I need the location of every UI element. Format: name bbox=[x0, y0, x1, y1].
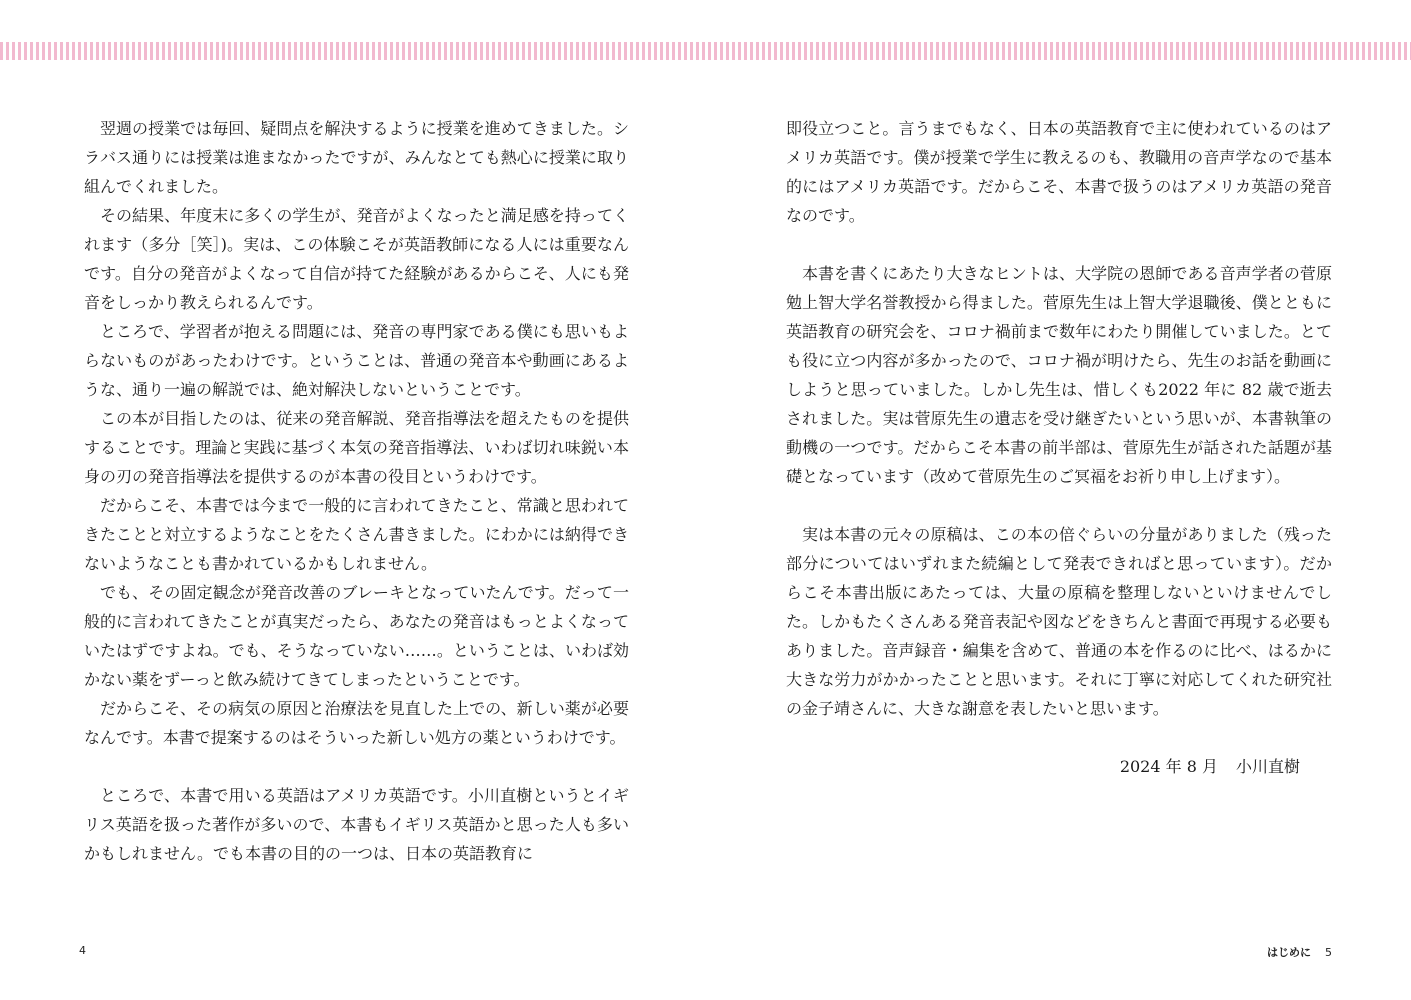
right-paragraph-1: 本書を書くにあたり大きなヒントは、大学院の恩師である音声学者の菅原勉上智大学名誉教授から得ました。菅原先生は上智大学退職後、僕とともに英語教育の研究会を、コロナ禍前まで数年にわたり開催していました。とても役に立つ内容が多かったので、コロナ禍が明けたら、先生のお話を動画にしようと思っていました。しかし先生は、惜しくも2022 年に 82 歳で逝去されました。実は菅原先生の遺志を受け継ぎたいという思いが、本書執筆の動機の一つです。だからこそ本書の前半部は、菅原先生が話された話題が基礎となっています（改めて菅原先生のご冥福をお祈り申し上げます）。 bbox=[786, 264, 1332, 486]
left-page-number: 4 bbox=[79, 944, 86, 957]
right-page-number: 5 bbox=[1325, 946, 1332, 959]
right-page-body bbox=[786, 114, 1332, 781]
decorative-top-stripe bbox=[0, 42, 1411, 60]
paragraph-gap bbox=[786, 491, 1332, 520]
paragraph-gap bbox=[786, 230, 1332, 259]
left-paragraph-8: ところで、本書で用いる英語はアメリカ英語です。小川直樹というとイギリス英語を扱った著作が多いので、本書もイギリス英語かと思った人も多いかもしれません。でも本書の目的の一つは、日本の英語教育に bbox=[84, 786, 629, 863]
left-paragraph-6: でも、その固定観念が発音改善のブレーキとなっていたんです。だって一般的に言われてきたことが真実だったら、あなたの発音はもっとよくなっていたはずですよね。でも、そうなっていない……。ということは、いわば効かない薬をずーっと飲み続けてきてしまったということです。 bbox=[84, 583, 629, 689]
signature-date: 2024 年 8 月 bbox=[1119, 757, 1218, 776]
author-signature bbox=[786, 752, 1332, 781]
paragraph-gap bbox=[84, 752, 629, 781]
left-paragraph-7: だからこそ、その病気の原因と治療法を見直した上での、新しい薬が必要なんです。本書で提案するのはそういった新しい処方の薬というわけです。 bbox=[84, 699, 629, 747]
right-paragraph-2: 実は本書の元々の原稿は、この本の倍ぐらいの分量がありました（残った部分についてはいずれまた続編として発表できればと思っています）。だからこそ本書出版にあたっては、大量の原稿を整理しないといけませんでした。しかもたくさんある発音表記や図などをきちんと書面で再現する必要もありました。音声録音・編集を含めて、普通の本を作るのに比べ、はるかに大きな労力がかかったことと思います。それに丁寧に対応してくれた研究社の金子靖さんに、大きな謝意を表したいと思います。 bbox=[786, 525, 1332, 718]
left-paragraph-3: ところで、学習者が抱える問題には、発音の専門家である僕にも思いもよらないものがあったわけです。ということは、普通の発音本や動画にあるような、通り一遍の解説では、絶対解決しないということです。 bbox=[84, 322, 629, 399]
right-page-footer bbox=[1267, 944, 1332, 960]
left-paragraph-4: この本が目指したのは、従来の発音解説、発音指導法を超えたものを提供することです。理論と実践に基づく本気の発音指導法、いわば切れ味鋭い本身の刃の発音指導法を提供するのが本書の役目というわけです。 bbox=[84, 409, 629, 486]
chapter-title: はじめに bbox=[1267, 946, 1311, 959]
left-paragraph-2: その結果、年度末に多くの学生が、発音がよくなったと満足感を持ってくれます（多分［笑］)。実は、この体験こそが英語教師になる人には重要なんです。自分の発音がよくなって自信が持てた経験があるからこそ、人にも発音をしっかり教えられるんです。 bbox=[84, 206, 629, 312]
left-paragraph-5: だからこそ、本書では今まで一般的に言われてきたこと、常識と思われてきたことと対立するようなことをたくさん書きました。にわかには納得できないようなことも書かれているかもしれません。 bbox=[84, 496, 629, 573]
signature-name: 小川直樹 bbox=[1235, 757, 1300, 776]
right-continuation-paragraph: 即役立つこと。言うまでもなく、日本の英語教育で主に使われているのはアメリカ英語です。僕が授業で学生に教えるのも、教職用の音声学なので基本的にはアメリカ英語です。だからこそ、本書で扱うのはアメリカ英語の発音なのです。 bbox=[786, 119, 1332, 225]
left-paragraph-1: 翌週の授業では毎回、疑問点を解決するように授業を進めてきました。シラバス通りには授業は進まなかったですが、みんなとても熱心に授業に取り組んでくれました。 bbox=[84, 119, 629, 196]
left-page-body bbox=[84, 114, 629, 868]
